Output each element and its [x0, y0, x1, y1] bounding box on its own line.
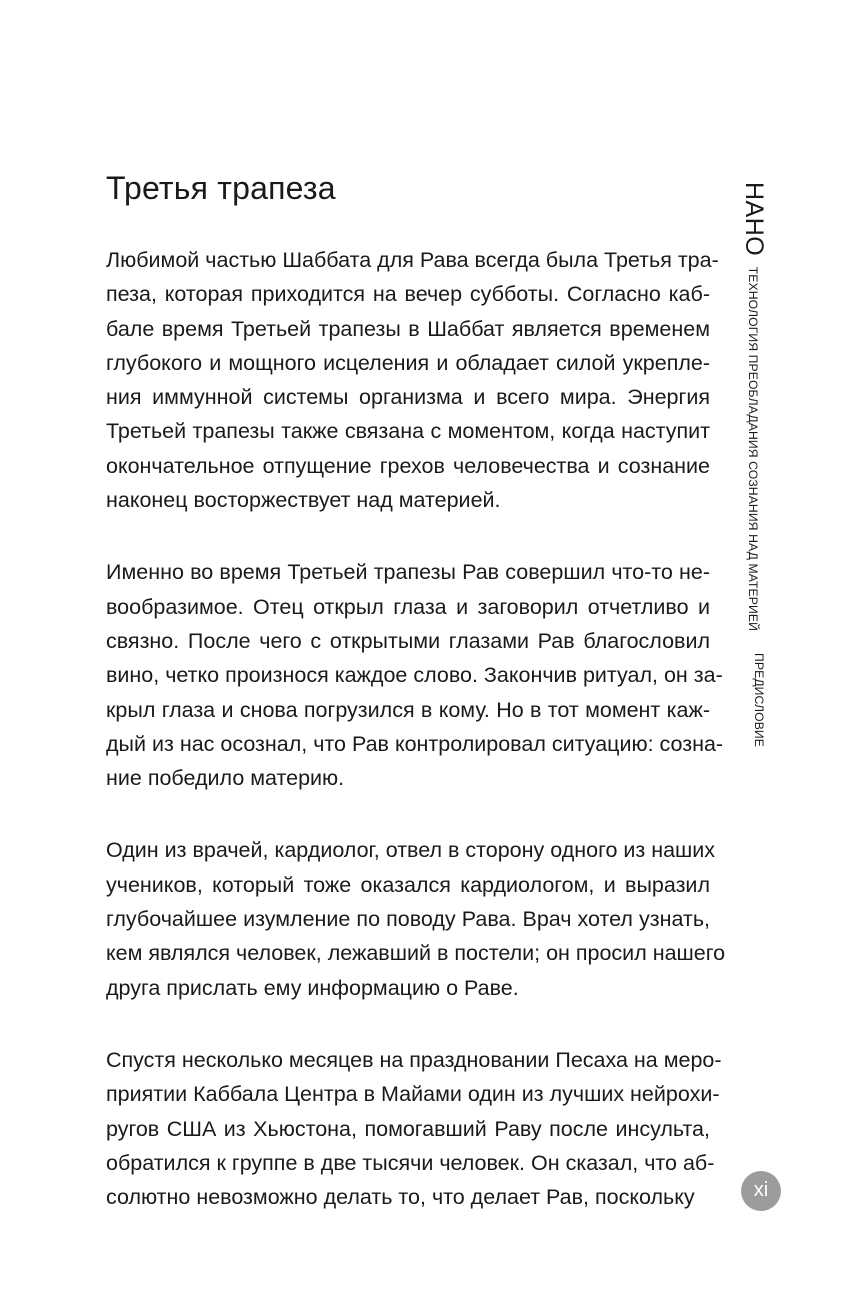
text-line: друга прислать ему информацию о Раве.	[106, 975, 519, 1000]
paragraph	[106, 555, 724, 795]
text-line: ругов США из Хьюстона, помогавший Раву после инсульта,	[106, 1116, 710, 1141]
text-line: Спустя несколько месяцев на праздновании Песаха на меро-	[106, 1047, 722, 1072]
text-line: ние победило материю.	[106, 766, 345, 791]
paragraph	[106, 243, 719, 517]
text-line: окончательное отпущение грехов человечества и сознание	[106, 453, 710, 478]
text-line: бале время Третьей трапезы в Шаббат является временем	[106, 316, 710, 341]
text-line: солютно невозможно делать то, что делает Рав, поскольку	[106, 1185, 695, 1210]
chapter-title: Третья трапеза	[106, 170, 336, 206]
text-line: Именно во время Третьей трапезы Рав совершил что-то не-	[106, 560, 710, 585]
text-line: Один из врачей, кардиолог, отвел в сторону одного из наших	[106, 838, 716, 863]
text-line: ния иммунной системы организма и всего мира. Энергия	[106, 385, 710, 410]
book-subtitle: ТЕХНОЛОГИЯ ПРЕОБЛАДАНИЯ СОЗНАНИЯ НАД МАТЕРИЕЙ	[746, 266, 761, 631]
text-line: дый из нас осознал, что Рав контролировал ситуацию: созна-	[106, 731, 724, 756]
running-header	[739, 182, 768, 631]
book-brand: НАНО	[740, 182, 768, 257]
text-line: пеза, которая приходится на вечер субботы. Согласно каб-	[106, 282, 710, 307]
text-line: обратился к группе в две тысячи человек. Он сказал, что аб-	[106, 1150, 715, 1175]
text-line: Третьей трапезы также связана с моментом, когда наступит	[106, 419, 710, 444]
paragraph	[106, 1043, 722, 1214]
section-label: ПРЕДИСЛОВИЕ	[752, 653, 766, 748]
paragraph	[106, 833, 726, 1004]
text-line: приятии Каббала Центра в Майами один из лучших нейрохи-	[106, 1082, 720, 1107]
text-line: связно. После чего с открытыми глазами Рав благословил	[106, 628, 710, 653]
text-line: кем являлся человек, лежавший в постели; он просил нашего	[106, 941, 726, 966]
text-line: Любимой частью Шаббата для Рава всегда была Третья тра-	[106, 248, 719, 272]
text-line: глубочайшее изумление по поводу Рава. Врач хотел узнать,	[106, 907, 710, 932]
page-number-badge: xi	[741, 1171, 781, 1211]
text-line: наконец восторжествует над материей.	[106, 488, 501, 513]
text-line: учеников, который тоже оказался кардиологом, и выразил	[106, 872, 710, 897]
text-line: крыл глаза и снова погрузился в кому. Но в тот момент каж-	[106, 697, 710, 722]
text-line: вообразимое. Отец открыл глаза и заговорил отчетливо и	[106, 594, 710, 619]
body-text	[106, 243, 726, 1252]
text-line: вино, четко произнося каждое слово. Закончив ритуал, он за-	[106, 663, 723, 688]
text-line: глубокого и мощного исцеления и обладает силой укрепле-	[106, 350, 710, 375]
